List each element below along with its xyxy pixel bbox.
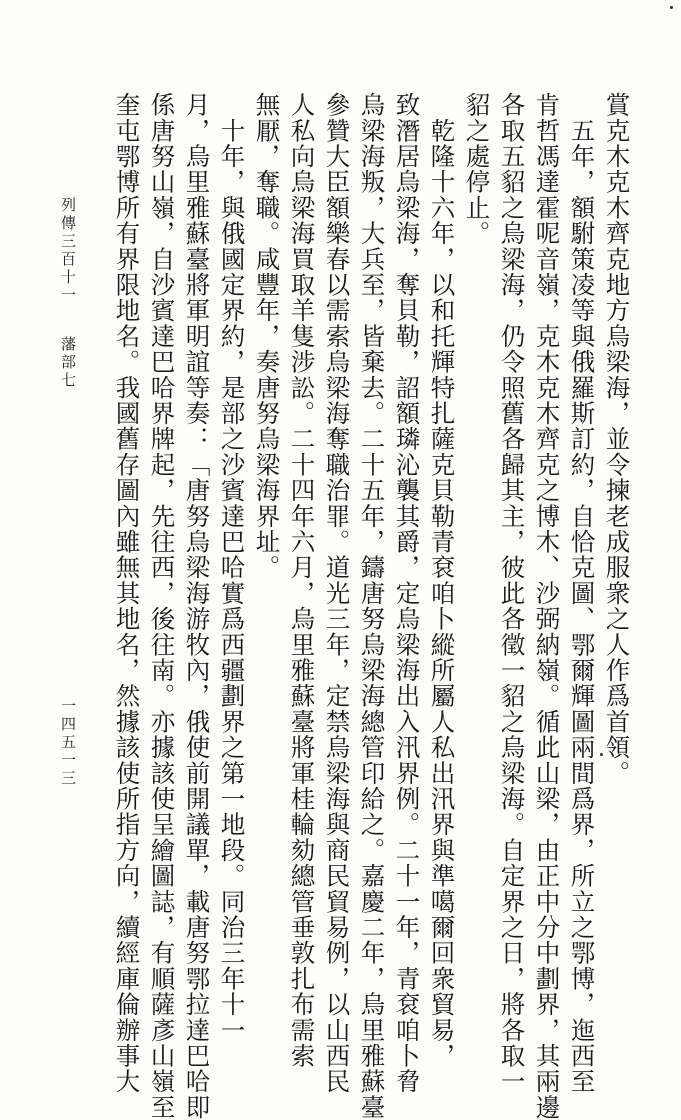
section-label: 藩部七 bbox=[59, 336, 77, 390]
text-column: 貂之處停止。 bbox=[462, 92, 492, 247]
page-number: 一四五一三 bbox=[59, 698, 77, 788]
scan-speck bbox=[600, 753, 603, 756]
text-column: 各取五貂之烏梁海，仍令照舊各歸其主，彼此各徵一貂之烏梁海。自定界之日，將各取一 bbox=[497, 92, 527, 1095]
text-column: 致潛居烏梁海，奪貝勒，詔額璘沁襲其爵，定烏梁海出入汛界例。二十一年，青袞咱卜脅 bbox=[392, 92, 422, 1095]
text-column: 乾隆十六年，以和托輝特扎薩克貝勒青袞咱卜縱所屬人私出汛界與準噶爾回衆貿易， bbox=[427, 92, 457, 1069]
text-column: 賞克木克木齊克地方烏梁海，並令揀老成服衆之人作爲首領。 bbox=[602, 92, 632, 786]
text-column: 肯哲馮達霍呢音嶺，克木克木齊克之博木、沙弼納嶺。循此山梁，由正中分中劃界，其兩邊 bbox=[532, 92, 562, 1120]
text-column: 奎屯鄂博所有界限地名。我國舊存圖內雖無其地名，然據該使所指方向，續經庫倫辦事大 bbox=[112, 92, 142, 1095]
chapter-label: 列傳三百十一 bbox=[59, 197, 77, 305]
text-column: 月，烏里雅蘇臺將軍明誼等奏：「唐努烏梁海游牧內，俄使前開議單，載唐努鄂拉達巴哈即 bbox=[182, 92, 212, 1120]
text-column: 係唐努山嶺，自沙賓達巴哈界牌起，先往西，後往南。亦據該使呈繪圖誌，有順薩彥山嶺至 bbox=[147, 92, 177, 1120]
scan-speck bbox=[670, 6, 673, 9]
text-column: 五年，額駙策凌等與俄羅斯訂約，自恰克圖、鄂爾輝圖兩間爲界，所立之鄂博，迤西至 bbox=[567, 92, 597, 1095]
text-column: 無厭，奪職。咸豐年，奏唐努烏梁海界址。 bbox=[252, 92, 282, 581]
text-column: 參贊大臣額樂春以需索烏梁海奪職治罪。道光三年，定禁烏梁海與商民貿易例，以山西民 bbox=[322, 92, 352, 1095]
text-column: 烏梁海叛，大兵至，皆棄去。二十五年，鑄唐努烏梁海總管印給之。嘉慶二年，烏里雅蘇臺 bbox=[357, 92, 387, 1120]
text-column: 人私向烏梁海買取羊隻涉訟。二十四年六月，烏里雅蘇臺將軍桂輪劾總管垂敦扎布需索 bbox=[287, 92, 317, 1069]
text-column: 十年，與俄國定界約，是部之沙賓達巴哈實爲西疆劃界之第一地段。同治三年十一 bbox=[217, 92, 247, 1043]
